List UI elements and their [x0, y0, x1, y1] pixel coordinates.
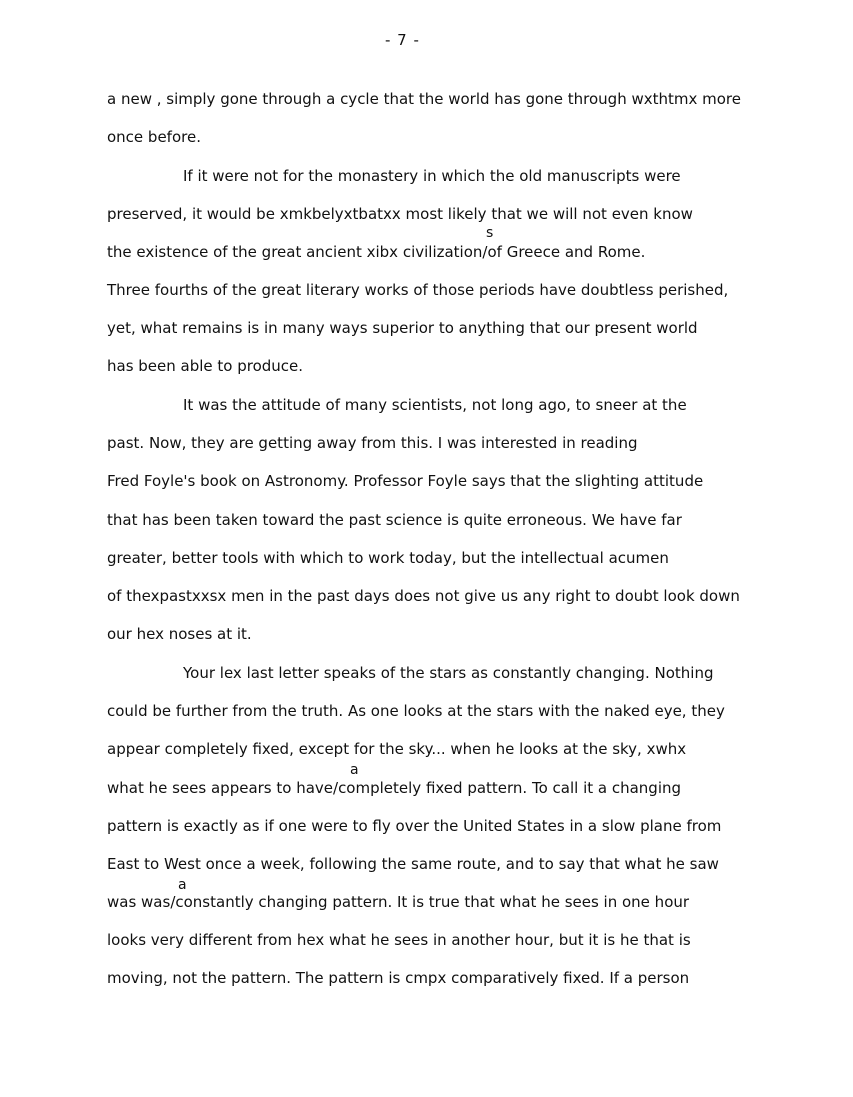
- text-line: our hex noses at it.: [107, 625, 252, 643]
- text-line: Your lex last letter speaks of the stars as constantly changing. Nothing: [183, 664, 714, 682]
- text-line: what he sees appears to have/completely fixed pattern. To call it a changing: [107, 779, 682, 797]
- text-line: preserved, it would be xmkbelyxtbatxx most likely that we will not even know: [107, 205, 693, 223]
- interlinear-insert-s: s: [486, 225, 494, 241]
- text-line: Fred Foyle's book on Astronomy. Professor Foyle says that the slighting attitude: [107, 472, 704, 490]
- text-line: East to West once a week, following the same route, and to say that what he saw: [107, 855, 719, 873]
- text-line: the existence of the great ancient xibx civilization/of Greece and Rome.: [107, 243, 646, 261]
- text-line: pattern is exactly as if one were to fly over the United States in a slow plane from: [107, 817, 722, 835]
- text-line: once before.: [107, 128, 201, 146]
- text-line: Three fourths of the great literary works of those periods have doubtless perished,: [107, 281, 729, 299]
- interlinear-insert-a-2: a: [178, 877, 187, 893]
- text-line: moving, not the pattern. The pattern is cmpx comparatively fixed. If a person: [107, 969, 690, 987]
- text-line: could be further from the truth. As one looks at the stars with the naked eye, they: [107, 702, 725, 720]
- text-line: yet, what remains is in many ways superior to anything that our present world: [107, 319, 698, 337]
- text-line: that has been taken toward the past science is quite erroneous. We have far: [107, 511, 682, 529]
- text-line: past. Now, they are getting away from this. I was interested in reading: [107, 434, 638, 452]
- text-line: If it were not for the monastery in which the old manuscripts were: [183, 167, 681, 185]
- text-line: of thexpastxxsx men in the past days does not give us any right to doubt look down: [107, 587, 740, 605]
- text-line: has been able to produce.: [107, 357, 304, 375]
- text-line: It was the attitude of many scientists, not long ago, to sneer at the: [183, 396, 687, 414]
- text-line: was was/constantly changing pattern. It is true that what he sees in one hour: [107, 893, 690, 911]
- interlinear-insert-a-1: a: [350, 762, 359, 778]
- text-line: greater, better tools with which to work today, but the intellectual acumen: [107, 549, 669, 567]
- text-line: looks very different from hex what he sees in another hour, but it is he that is: [107, 931, 691, 949]
- page-number: - 7 -: [385, 31, 420, 49]
- text-line: appear completely fixed, except for the sky... when he looks at the sky, xwhx: [107, 740, 687, 758]
- text-line: a new , simply gone through a cycle that the world has gone through wxthtmx more: [107, 90, 741, 108]
